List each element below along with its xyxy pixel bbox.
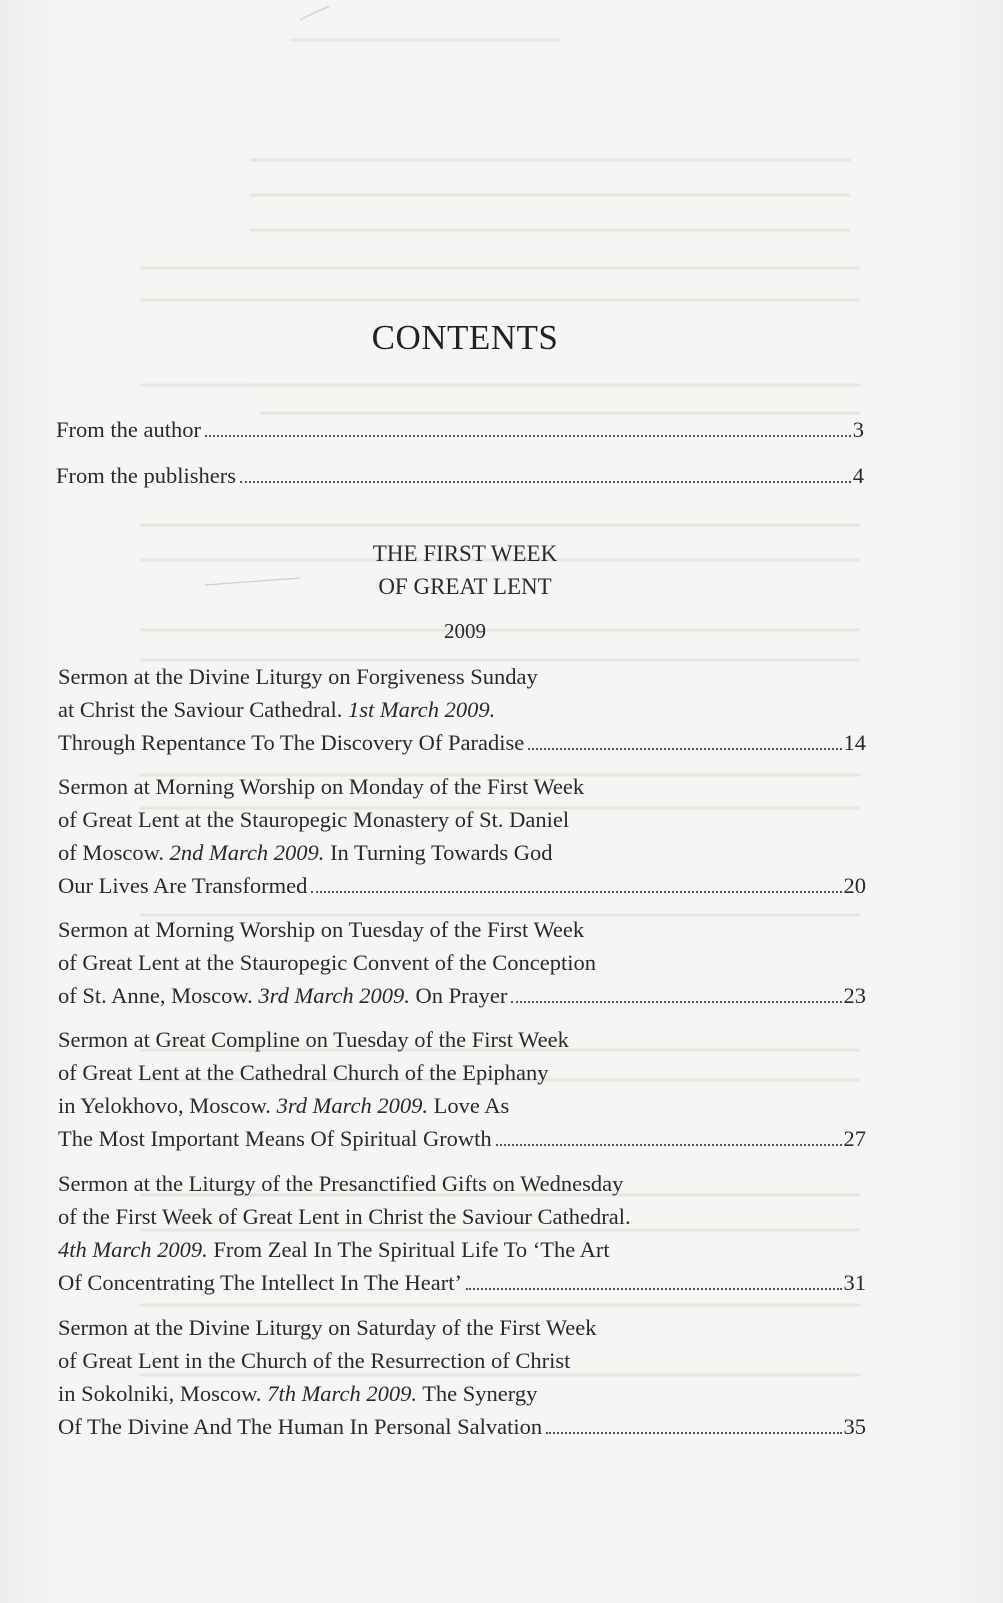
entry-title: Our Lives Are Transformed: [58, 873, 308, 898]
entry-line: Sermon at Morning Worship on Tuesday of the First Week: [58, 917, 585, 942]
entry-line: of Moscow. 2nd March 2009. In Turning Towards God: [58, 840, 553, 865]
entry-line: in Yelokhovo, Moscow. 3rd March 2009. Love As: [58, 1093, 510, 1118]
toc-page-number: 20: [843, 873, 866, 898]
entry-line: of the First Week of Great Lent in Christ the Saviour Cathedral.: [58, 1204, 631, 1229]
entry-title: Of The Divine And The Human In Personal Salvation: [58, 1414, 543, 1439]
dot-leader: [311, 891, 841, 893]
entry-date: 3rd March 2009.: [258, 983, 410, 1008]
section-title: [0, 537, 930, 603]
toc-row-publishers: [56, 460, 864, 492]
entry-line: of Great Lent at the Stauropegic Monastery of St. Daniel: [58, 807, 570, 832]
entry-line: at Christ the Saviour Cathedral. 1st March 2009.: [58, 697, 496, 722]
section-year: 2009: [444, 619, 486, 643]
entry-line: 4th March 2009. From Zeal In The Spiritual Life To ‘The Art: [58, 1237, 610, 1262]
toc-page-number: 31: [843, 1270, 866, 1295]
entry-title: The Most Important Means Of Spiritual Growth: [58, 1126, 492, 1151]
entry-line: Sermon at the Liturgy of the Presanctified Gifts on Wednesday: [58, 1171, 624, 1196]
toc-label: From the author: [56, 417, 201, 442]
toc-entry: [58, 660, 866, 759]
entry-line: of Great Lent at the Stauropegic Convent of the Conception: [58, 950, 596, 975]
toc-label: From the publishers: [56, 463, 236, 488]
dot-leader: [511, 1001, 841, 1003]
section-title-line: OF GREAT LENT: [378, 574, 552, 599]
toc-entry: [58, 1167, 866, 1299]
entry-line: Sermon at the Divine Liturgy on Forgiveness Sunday: [58, 664, 538, 689]
entry-line: Sermon at Morning Worship on Monday of the First Week: [58, 774, 585, 799]
dot-leader: [466, 1288, 841, 1290]
section-title-line: THE FIRST WEEK: [372, 541, 558, 566]
entry-title: Of Concentrating The Intellect In The Heart’: [58, 1270, 463, 1295]
toc-row-author: [56, 414, 864, 446]
entry-date: 1st March 2009.: [347, 697, 496, 722]
entry-last-line: [58, 1410, 866, 1443]
entry-last-line: [58, 1122, 866, 1155]
entry-line: in Sokolniki, Moscow. 7th March 2009. The Synergy: [58, 1381, 538, 1406]
toc-page-number: 23: [843, 983, 866, 1008]
dot-leader: [205, 435, 851, 437]
toc-page-number: 35: [843, 1414, 866, 1439]
contents-heading: CONTENTS: [371, 318, 559, 357]
entry-title: of St. Anne, Moscow. 3rd March 2009. On Prayer: [58, 983, 508, 1008]
entry-date: 3rd March 2009.: [276, 1093, 429, 1118]
toc-entry: [58, 1311, 866, 1443]
entry-line: of Great Lent in the Church of the Resurrection of Christ: [58, 1348, 571, 1373]
toc-entry: [58, 770, 866, 902]
entry-last-line: [58, 979, 866, 1012]
entry-line: Sermon at the Divine Liturgy on Saturday of the First Week: [58, 1315, 597, 1340]
toc-page-number: 4: [852, 463, 864, 488]
entry-last-line: [58, 1266, 866, 1299]
entry-line: of Great Lent at the Cathedral Church of the Epiphany: [58, 1060, 549, 1085]
dot-leader: [240, 481, 851, 483]
entry-date: 2nd March 2009.: [169, 840, 325, 865]
toc-entry: [58, 1023, 866, 1155]
entry-line: Sermon at Great Compline on Tuesday of the First Week: [58, 1027, 569, 1052]
entry-date: 4th March 2009.: [58, 1237, 208, 1262]
toc-entry: [58, 913, 866, 1012]
toc-page-number: 3: [852, 417, 864, 442]
entry-last-line: [58, 869, 866, 902]
entry-date: 7th March 2009.: [267, 1381, 417, 1406]
front-matter-list: [56, 414, 864, 492]
dot-leader: [496, 1144, 842, 1146]
entry-title: Through Repentance To The Discovery Of Paradise: [58, 730, 525, 755]
toc-page-number: 14: [843, 730, 866, 755]
toc-page-number: 27: [843, 1126, 866, 1151]
entry-last-line: [58, 726, 866, 759]
dot-leader: [546, 1432, 841, 1434]
dot-leader: [528, 748, 841, 750]
